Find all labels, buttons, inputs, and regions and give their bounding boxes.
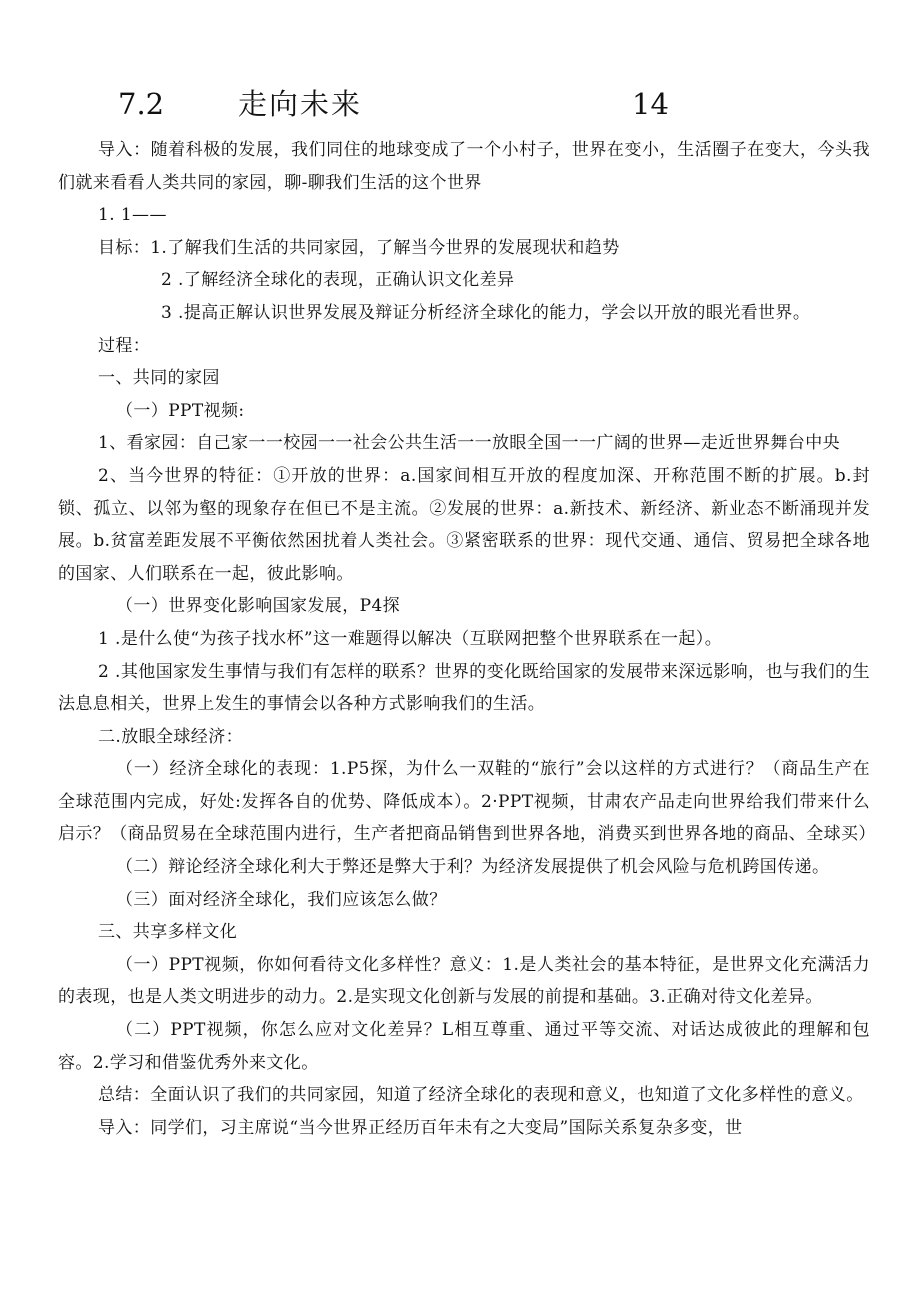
paragraph-response: （三）面对经济全球化，我们应该怎么做？ (116, 889, 447, 910)
lesson-name: 走向未来 (238, 87, 363, 121)
next-intro-paragraph: 导入：同学们，习主席说“当今世界正经历百年未有之大变局”国际关系复杂多变，世 (98, 1117, 743, 1138)
section-heading-3: 三、共享多样文化 (98, 922, 238, 943)
paragraph-home: 1、看家园：自己家一一校园一一社会公共生活一一放眼全国一一广阔的世界—走近世界舞台中央 (98, 433, 841, 454)
section-heading-1: 一、共同的家园 (98, 368, 220, 389)
subsection-world-change: （一）世界变化影响国家发展，P4探 (116, 596, 401, 617)
intro-paragraph: 导入：随着科极的发展，我们同住的地球变成了一个小村子，世界在变小，生活圈子在变大，今头我们就来看看人类共同的家园，聊-聊我们生活的这个世界 (58, 140, 870, 193)
lesson-number: 7.2 (118, 87, 165, 121)
summary-paragraph: 总结：全面认识了我们的共同家园，知道了经济全球化的表现和意义，也知道了文化多样性的意义。 (98, 1085, 864, 1106)
paragraph-world-features: 2、当今世界的特征：①开放的世界：a.国家间相互开放的程度加深、开称范围不断的扩展。b.封锁、孤立、以邻为壑的现象存在但已不是主流。②发展的世界：a.新技术、新经济、新业态不断涌现并发展。b.贫富差距发展不平衡依然困扰着人类社会。③紧密联系的世界：现代交通、通信、贸易把全球各地的国家、人们联系在一起，彼此影响。 (58, 465, 870, 584)
subsection-ppt-video: （一）PPT视频: (116, 400, 245, 421)
goal-item-3: 3 .提高正解认识世界发展及辩证分析经济全球化的能力，学会以开放的眼光看世界。 (161, 302, 811, 323)
paragraph-debate: （二）辩论经济全球化利大于弊还是弊大于利？为经济发展提供了机会风险与危机跨国传递。 (116, 857, 830, 878)
page-number: 14 (632, 87, 669, 121)
section-marker: 1. 1—— (98, 205, 167, 226)
section-heading-2: 二.放眼全球经济： (98, 726, 244, 747)
paragraph-diversity: （一）PPT视频，你如何看待文化多样性？意义：1.是人类社会的基本特征，是世界文化充满活力的表现，也是人类文明进步的动力。2.是实现文化创新与发展的前提和基础。3.正确对待文化差异。 (58, 954, 870, 1008)
lesson-title (0, 84, 920, 124)
goal-item-1: 目标：1.了解我们生活的共同家园，了解当今世界的发展现状和趋势 (98, 237, 620, 258)
goal-item-2: 2 .了解经济全球化的表现，正确认识文化差异 (161, 270, 515, 291)
paragraph-other-countries: 2 .其他国家发生事情与我们有怎样的联系？世界的变化既给国家的发展带来深远影响，也与我们的生法息息相关，世界上发生的事情会以各种方式影响我们的生活。 (58, 661, 870, 715)
document-body (58, 134, 876, 1144)
paragraph-water-cup: 1 .是什么使“为孩子找水杯”这一难题得以解决（互联网把整个世界联系在一起）。 (98, 628, 723, 649)
paragraph-differences: （二）PPT视频，你怎么应对文化差异？L相互尊重、通过平等交流、对话达成彼此的理解和包容。2.学习和借鉴优秀外来文化。 (58, 1020, 870, 1073)
paragraph-globalization: （一）经济全球化的表现：1.P5探，为什么一双鞋的“旅行”会以这样的方式进行？（商品生产在全球范围内完成，好处:发挥各自的优势、降低成本）。2·PPT视频，甘肃农产品走向世界给我们带来什么启示？（商品贸易在全球范围内进行，生产者把商品销售到世界各地，消费买到世界各地的商品、全球买） (58, 759, 876, 845)
process-heading: 过程： (98, 335, 151, 356)
